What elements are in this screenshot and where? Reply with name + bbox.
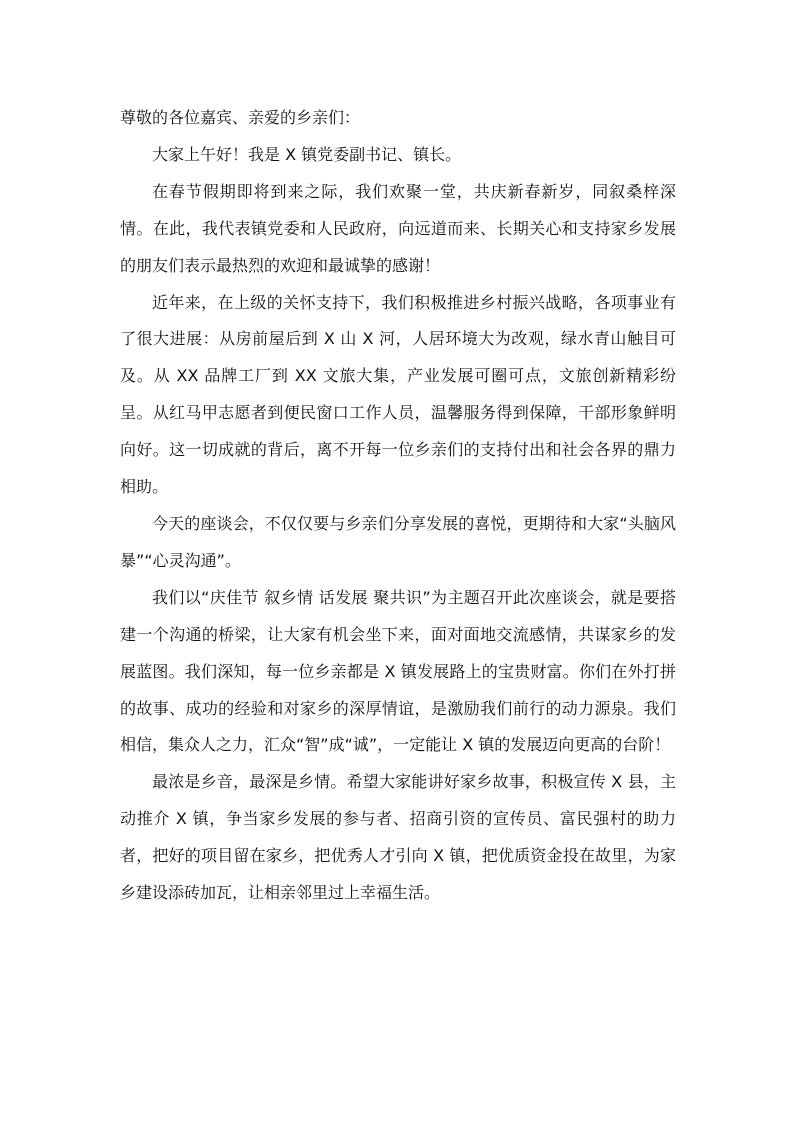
paragraph-theme: 我们以“庆佳节 叙乡情 话发展 聚共识”为主题召开此次座谈会，就是要搭建一个沟通的桥梁，让大家有机会坐下来，面对面地交流感情，共谋家乡的发展蓝图。我们深知，每一位乡亲都是 X 镇发展路上的宝贵财富。你们在外打拼的故事、成功的经验和对家乡的深厚情谊，是激励我们前行的动力源泉。我们相信，集众人之力，汇众“智”成“诚”，一定能让 X 镇的发展迈向更高的台阶！ bbox=[120, 587, 676, 755]
paragraph-greeting: 大家上午好！我是 X 镇党委副书记、镇长。 bbox=[152, 144, 462, 164]
paragraph-closing: 最浓是乡音，最深是乡情。希望大家能讲好家乡故事，积极宣传 X 县，主动推介 X 镇，争当家乡发展的参与者、招商引资的宣传员、富民强村的助力者，把好的项目留在家乡，把优秀人才引向 X 镇，把优质资金投在故里，为家乡建设添砖加瓦，让相亲邻里过上幸福生活。 bbox=[120, 772, 676, 903]
speech-body bbox=[120, 100, 676, 912]
salutation: 尊敬的各位嘉宾、亲爱的乡亲们： bbox=[120, 108, 361, 127]
paragraph-achievements: 近年来，在上级的关怀支持下，我们积极推进乡村振兴战略，各项事业有了很大进展：从房前屋后到 X 山 X 河，人居环境大为改观，绿水青山触目可及。从 XX 品牌工厂到 XX 文旅大集，产业发展可圈可点，文旅创新精彩纷呈。从红马甲志愿者到便民窗口工作人员，温馨服务得到保障，干部形象鲜明向好。这一切成就的背后，离不开每一位乡亲们的支持付出和社会各界的鼎力相助。 bbox=[120, 292, 676, 497]
paragraph-meeting-purpose: 今天的座谈会，不仅仅要与乡亲们分享发展的喜悦，更期待和大家“头脑风暴”“心灵沟通”。 bbox=[120, 513, 676, 570]
paragraph-welcome: 在春节假期即将到来之际，我们欢聚一堂，共庆新春新岁，同叙桑梓深情。在此，我代表镇党委和人民政府，向远道而来、长期关心和支持家乡发展的朋友们表示最热烈的欢迎和最诚挚的感谢！ bbox=[120, 181, 676, 275]
